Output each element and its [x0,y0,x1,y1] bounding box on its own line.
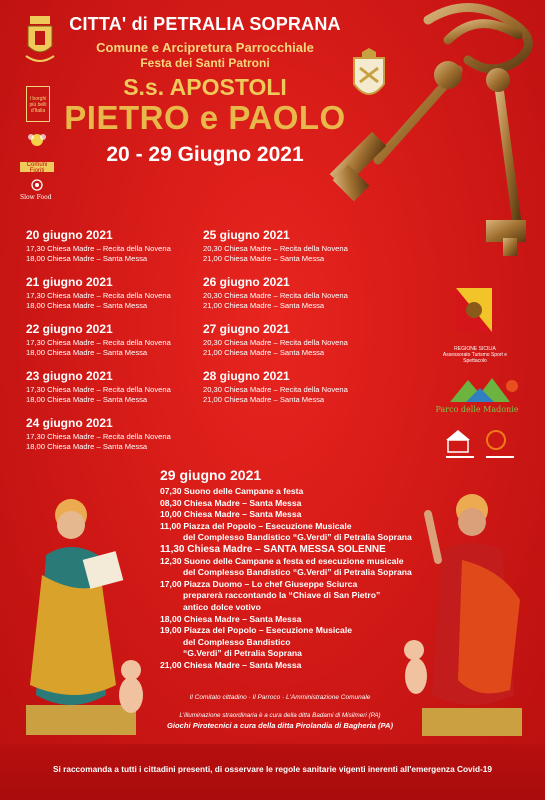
day-event: 17,30 Chiesa Madre – Recita della Novena [26,385,171,394]
day-date: 21 giugno 2021 [26,275,113,289]
snail-icon [30,178,44,192]
day-event: 20,30 Chiesa Madre – Recita della Novena [203,291,348,300]
program-line: 12,30 Suono delle Campane a festa ed esecuzione musicale [160,555,404,566]
day-24 [26,416,206,452]
day-event: 20,30 Chiesa Madre – Recita della Novena [203,385,348,394]
main-day-title: 29 giugno 2021 [160,467,262,483]
day-date: 24 giugno 2021 [26,416,113,430]
saints-heading: PIETRO e PAOLO [64,99,346,136]
program-line: 21,00 Chiesa Madre – Santa Messa [160,659,302,670]
day-date: 20 giugno 2021 [26,228,113,242]
program-line: 17,00 Piazza Duomo – Lo chef Giuseppe Sciurca [160,578,358,589]
town-crest-logo [24,12,56,68]
day-event: 21,00 Chiesa Madre – Santa Messa [203,348,325,357]
program-line-solenne: 11,30 Chiesa Madre – SANTA MESSA SOLENNE [160,543,386,555]
day-event: 17,30 Chiesa Madre – Recita della Novena [26,244,171,253]
covid-notice: Si raccomanda a tutti i cittadini presenti, di osservare le regole sanitarie vigenti inerenti all'emergenza Covid-19 [52,764,493,774]
fireworks-credit: Giochi Pirotecnici a cura della ditta Pirolandia di Bagheria (PA) [166,721,394,730]
feast-subtitle: Festa dei Santi Patroni [140,56,270,70]
day-date: 27 giugno 2021 [203,322,290,336]
regione-sicilia-text: REGIONE SICILIA Assessorato Turismo Sport e Spettacolo [442,346,508,364]
program-line: 08,30 Chiesa Madre – Santa Messa [160,497,302,508]
day-27 [203,322,383,358]
program-line: 11,00 Piazza del Popolo – Esecuzione Musicale [160,520,352,531]
day-event: 20,30 Chiesa Madre – Recita della Novena [203,338,348,347]
program-line: 18,00 Chiesa Madre – Santa Messa [160,613,302,624]
day-25 [203,228,383,264]
unesco-logo [440,426,530,466]
slow-food-logo: Slow Food [20,194,52,201]
day-date: 28 giugno 2021 [203,369,290,383]
day-28 [203,369,383,405]
day-date: 23 giugno 2021 [26,369,113,383]
program-line: antico dolce votivo [183,601,261,612]
regione-sicilia-logo [452,286,496,346]
organizers-credit: Il Comitato cittadino · Il Parroco · L'Amministrazione Comunale [189,694,371,701]
program-line: 07,30 Suono delle Campane a festa [160,486,304,496]
program-line: del Complesso Bandistico [183,636,291,647]
day-event: 18,00 Chiesa Madre – Santa Messa [26,301,148,310]
day-event: 21,00 Chiesa Madre – Santa Messa [203,254,325,263]
day-date: 26 giugno 2021 [203,275,290,289]
day-event: 18,00 Chiesa Madre – Santa Messa [26,442,148,451]
madonie-park-text: Parco delle Madonie [435,405,519,414]
day-event: 21,00 Chiesa Madre – Santa Messa [203,301,325,310]
comuni-fioriti-logo: Comuni Fioriti [20,162,54,172]
borghi-belli-logo [26,86,50,122]
keys-illustration [318,0,545,260]
day-event: 17,30 Chiesa Madre – Recita della Novena [26,291,171,300]
program-line: del Complesso Bandistico “G.Verdi” di Petralia Soprana [183,567,412,578]
flower-logo [22,130,52,152]
day-21 [26,275,206,311]
day-event: 21,00 Chiesa Madre – Santa Messa [203,395,325,404]
festival-dates: 20 - 29 Giugno 2021 [106,143,304,166]
organizer-subtitle: Comune e Arcipretura Parrocchiale [96,40,314,55]
day-20 [26,228,206,264]
main-day-program [160,486,420,672]
day-date: 25 giugno 2021 [203,228,290,242]
day-22 [26,322,206,358]
program-line: 19,00 Piazza del Popolo – Esecuzione Musicale [160,625,352,636]
day-event: 17,30 Chiesa Madre – Recita della Novena [26,338,171,347]
saint-peter-statue [6,495,166,740]
borghi-belli-text: I borghi più belli d'Italia [29,95,47,114]
day-23 [26,369,206,405]
day-event: 18,00 Chiesa Madre – Santa Messa [26,395,148,404]
program-line: del Complesso Bandistico “G.Verdi” di Petralia Soprana [183,532,412,543]
apostoli-heading: S.s. APOSTOLI [123,74,287,100]
day-event: 18,00 Chiesa Madre – Santa Messa [26,348,148,357]
program-line: “G.Verdi” di Petralia Soprana [183,648,302,659]
day-date: 22 giugno 2021 [26,322,113,336]
city-title: CITTA' di PETRALIA SOPRANA [69,14,341,34]
day-26 [203,275,383,311]
program-line: 10,00 Chiesa Madre – Santa Messa [160,509,302,520]
day-event: 17,30 Chiesa Madre – Recita della Novena [26,432,171,441]
lighting-credit: L'illuminazione straordinaria è a cura della ditta Badami di Misilmeri (PA) [179,712,381,719]
day-event: 18,00 Chiesa Madre – Santa Messa [26,254,148,263]
day-event: 20,30 Chiesa Madre – Recita della Novena [203,244,348,253]
program-line: preparerà raccontando la “Chiave di San Pietro” [183,590,381,601]
